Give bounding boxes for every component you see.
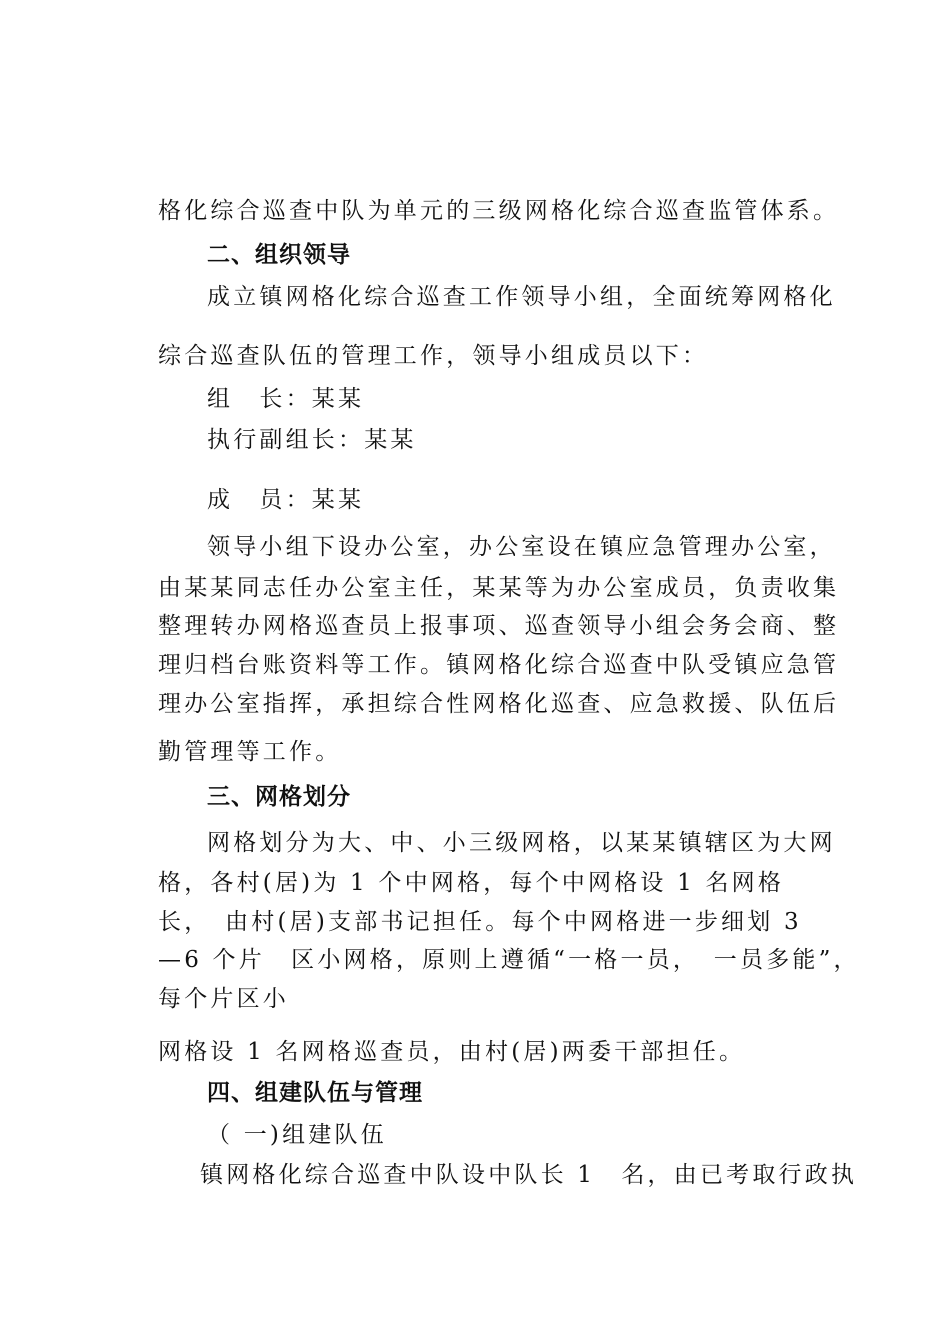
paragraph-line: 由某某同志任办公室主任，某某等为办公室成员，负责收集 (158, 575, 840, 601)
paragraph-line: 领导小组下设办公室，办公室设在镇应急管理办公室， (207, 534, 836, 560)
paragraph-line: 理办公室指挥，承担综合性网格化巡查、应急救援、队伍后 (158, 691, 840, 717)
paragraph-line: —6 个片 区小网格，原则上遵循“一格一员， 一员多能”， (158, 947, 860, 973)
paragraph-line: 每个片区小 (158, 986, 289, 1012)
paragraph-line: 格化综合巡查中队为单元的三级网格化综合巡查监管体系。 (158, 198, 840, 224)
paragraph-line: 网格划分为大、中、小三级网格，以某某镇辖区为大网 (207, 830, 836, 856)
paragraph-line: 整理转办网格巡查员上报事项、巡查领导小组会务会商、整 (158, 613, 840, 639)
section-heading: 四、组建队伍与管理 (207, 1080, 423, 1106)
member-line: 成 员：某某 (207, 487, 365, 513)
paragraph-line: 镇网格化综合巡查中队设中队长 1 名，由已考取行政执 (200, 1162, 858, 1188)
paragraph-line: 成立镇网格化综合巡查工作领导小组，全面统筹网格化 (207, 284, 836, 310)
subsection-heading: （ 一)组建队伍 (207, 1122, 387, 1148)
section-heading: 二、组织领导 (207, 242, 351, 268)
member-line: 执行副组长：某某 (207, 427, 417, 453)
paragraph-line: 格，各村(居)为 1 个中网格，每个中网格设 1 名网格 (158, 870, 785, 896)
section-heading: 三、网格划分 (207, 784, 351, 810)
paragraph-line: 综合巡查队伍的管理工作，领导小组成员以下： (158, 343, 709, 369)
paragraph-line: 勤管理等工作。 (158, 739, 342, 765)
paragraph-line: 理归档台账资料等工作。镇网格化综合巡查中队受镇应急管 (158, 652, 840, 678)
paragraph-line: 长， 由村(居)支部书记担任。每个中网格进一步细划 3 (158, 909, 802, 935)
member-line: 组 长：某某 (207, 386, 365, 412)
paragraph-line: 网格设 1 名网格巡查员，由村(居)两委干部担任。 (158, 1039, 746, 1065)
